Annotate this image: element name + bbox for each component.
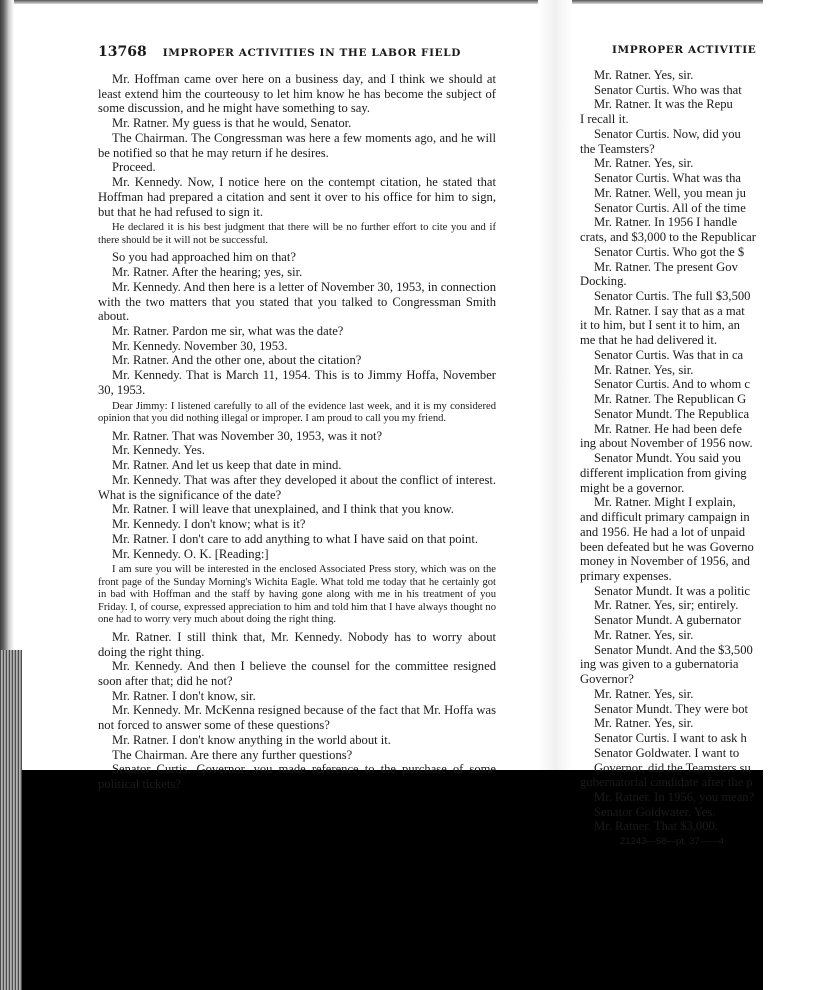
- running-title: IMPROPER ACTIVITIES IN THE LABOR FIELD: [162, 47, 461, 59]
- testimony-line: Mr. Ratner. The present Gov: [594, 259, 738, 274]
- right-running-title: IMPROPER ACTIVITIE: [612, 44, 757, 56]
- testimony-paragraph: Mr. Ratner. After the hearing; yes, sir.: [112, 265, 303, 280]
- testimony-paragraph: Mr. Kennedy. November 30, 1953.: [112, 338, 288, 353]
- testimony-line: the Teamsters?: [580, 141, 655, 156]
- testimony-line: Mr. Ratner. It was the Repu: [594, 97, 733, 112]
- testimony-line: Senator Curtis. Who got the $: [594, 244, 745, 259]
- testimony-line: and 1956. He had a lot of unpaid: [580, 524, 746, 539]
- testimony-line: Mr. Ratner. Yes, sir.: [594, 716, 694, 731]
- right-page-header: [612, 44, 780, 56]
- book-binding-shadow: [0, 0, 14, 650]
- testimony-paragraph: Mr. Ratner. My guess is that he would, Senator.: [112, 116, 352, 131]
- testimony-line: Mr. Ratner. Yes, sir.: [594, 362, 694, 377]
- testimony-line: Mr. Ratner. He had been defe: [594, 421, 742, 436]
- testimony-line: Senator Goldwater. I want to: [594, 745, 740, 760]
- testimony-paragraph: Mr. Ratner. I don't know anything in the world about it.: [112, 732, 391, 747]
- testimony-line: Mr. Ratner. Yes, sir; entirely.: [594, 598, 739, 613]
- testimony-line: primary expenses.: [580, 568, 672, 583]
- testimony-line: Senator Curtis. Was that in ca: [594, 347, 744, 362]
- testimony-line: Senator Mundt. You said you: [594, 451, 741, 466]
- testimony-line: Senator Mundt. It was a politic: [594, 583, 750, 598]
- testimony-line: Senator Mundt. They were bot: [594, 701, 749, 716]
- quoted-letter-paragraph: I am sure you will be interested in the enclosed Associated Press story, which was on the front page of the Sunday Morning's Wichita Eagle. What told me today that he certainly got in bad with Hoffman and the staff by having gone along with me in his treatment of you Friday. I, of course, expressed appreciation to him and told him that I have always thought no one had to worry very much about doing the right thing.: [98, 564, 496, 626]
- right-page-body: [580, 68, 820, 834]
- book-binding-edge: [0, 650, 22, 990]
- testimony-line: Senator Curtis. I want to ask h: [594, 731, 747, 746]
- testimony-line: Governor?: [580, 672, 634, 687]
- testimony-paragraph: Mr. Hoffman came over here on a business day, and I think we should at least extend him the courteousy to let him know he has become the subject of some discussion, and he might have something to say.: [98, 72, 496, 116]
- testimony-line: Mr. Ratner. Yes, sir.: [594, 686, 694, 701]
- testimony-line: Mr. Ratner. In 1956 I handle: [594, 215, 738, 230]
- testimony-paragraph: Mr. Kennedy. O. K. [Reading:]: [112, 546, 269, 561]
- testimony-line: Senator Goldwater. Yes.: [594, 804, 716, 819]
- testimony-line: ing about November of 1956 now.: [580, 436, 753, 451]
- testimony-line: Mr. Ratner. In 1956, you mean?: [594, 789, 755, 804]
- testimony-paragraph: Proceed.: [112, 160, 156, 175]
- testimony-paragraph: Mr. Kennedy. That was after they developed it about the conflict of interest. What is the significance of the date?: [98, 472, 496, 502]
- testimony-line: Mr. Ratner. Yes, sir.: [594, 627, 694, 642]
- testimony-line: money in November of 1956, and: [580, 554, 750, 569]
- testimony-line: Mr. Ratner. That $3,000.: [594, 819, 718, 834]
- testimony-line: crats, and $3,000 to the Republicar: [580, 230, 756, 245]
- testimony-line: been defeated but he was Governo: [580, 539, 754, 554]
- testimony-paragraph: Mr. Kennedy. And then here is a letter of November 30, 1953, in connection with the two matters that you stated that you talked to Congressman Smith about.: [98, 279, 496, 324]
- scan-edge: [0, 0, 763, 4]
- left-page: [98, 44, 496, 792]
- testimony-line: Senator Curtis. Now, did you: [594, 126, 741, 141]
- testimony-paragraph: The Chairman. The Congressman was here a few moments ago, and he will be notified so that he may return if he desires.: [98, 130, 496, 160]
- left-page-body: [98, 72, 496, 792]
- testimony-paragraph: Mr. Ratner. I don't know, sir.: [112, 688, 256, 703]
- testimony-line: Senator Curtis. All of the time: [594, 200, 746, 215]
- testimony-line: Docking.: [580, 274, 627, 289]
- testimony-paragraph: The Chairman. Are there any further questions?: [112, 747, 353, 762]
- testimony-paragraph: Mr. Kennedy. I don't know; what is it?: [112, 517, 306, 532]
- testimony-line: Senator Mundt. And the $3,500: [594, 642, 753, 657]
- print-footer: 21243—58—pt. 37——4: [620, 836, 725, 848]
- testimony-line: it to him, but I sent it to him, an: [580, 318, 740, 333]
- testimony-line: Mr. Ratner. Might I explain,: [594, 495, 736, 510]
- testimony-paragraph: Senator Curtis. Governor, you made reference to the purchase of some political tickets?: [98, 762, 496, 792]
- testimony-line: Senator Curtis. The full $3,500: [594, 289, 751, 304]
- right-page: [580, 44, 780, 848]
- testimony-line: Senator Mundt. A gubernator: [594, 613, 741, 628]
- testimony-line: might be a governor.: [580, 480, 685, 495]
- testimony-line: and difficult primary campaign in: [580, 510, 750, 525]
- testimony-paragraph: Mr. Ratner. And let us keep that date in mind.: [112, 458, 342, 473]
- testimony-paragraph: Mr. Ratner. And the other one, about the citation?: [112, 353, 362, 368]
- page-header: [98, 44, 496, 60]
- testimony-paragraph: Mr. Ratner. That was November 30, 1953, was it not?: [112, 428, 383, 443]
- testimony-line: Mr. Ratner. I say that as a mat: [594, 303, 745, 318]
- testimony-paragraph: So you had approached him on that?: [112, 250, 296, 265]
- testimony-line: Senator Mundt. The Republica: [594, 406, 750, 421]
- testimony-paragraph: Mr. Kennedy. Mr. McKenna resigned because of the fact that Mr. Hoffa was not forced to answer some of these questions?: [98, 703, 496, 733]
- quoted-letter-paragraph: He declared it is his best judgment that there will be no further effort to cite you and if there should be it will not be successful.: [98, 222, 496, 246]
- testimony-line: me that he had delivered it.: [580, 333, 718, 348]
- page-gutter: [538, 0, 572, 770]
- testimony-line: Mr. Ratner. Yes, sir.: [594, 68, 694, 82]
- testimony-paragraph: Mr. Kennedy. Now, I notice here on the contempt citation, he stated that Hoffman had prepared a citation and sent it over to his office for him to sign, but that he had refused to sign it.: [98, 175, 496, 219]
- testimony-paragraph: Mr. Ratner. I don't care to add anything to what I have said on that point.: [112, 531, 479, 546]
- testimony-paragraph: Mr. Kennedy. That is March 11, 1954. This is to Jimmy Hoffa, November 30, 1953.: [98, 368, 496, 397]
- testimony-line: Governor, did the Teamsters su: [594, 760, 751, 775]
- testimony-line: ing was given to a gubernatoria: [580, 657, 739, 672]
- page-number: 13768: [98, 44, 147, 60]
- quoted-letter-paragraph: Dear Jimmy: I listened carefully to all of the evidence last week, and it is my considered opinion that you did nothing illegal or improper. I am proud to call you my friend.: [98, 400, 496, 425]
- testimony-paragraph: Mr. Kennedy. And then I believe the counsel for the committee resigned soon after that; did he not?: [98, 659, 496, 688]
- testimony-line: different implication from giving: [580, 465, 747, 480]
- testimony-line: Senator Curtis. What was tha: [594, 171, 742, 186]
- testimony-line: Mr. Ratner. Well, you mean ju: [594, 185, 746, 200]
- testimony-paragraph: Mr. Ratner. I still think that, Mr. Kennedy. Nobody has to worry about doing the right thing.: [98, 629, 496, 659]
- testimony-line: Mr. Ratner. The Republican G: [594, 392, 747, 407]
- testimony-line: Senator Curtis. And to whom c: [594, 377, 751, 392]
- testimony-line: I recall it.: [580, 112, 629, 127]
- testimony-line: Senator Curtis. Who was that: [594, 82, 742, 97]
- testimony-line: Mr. Ratner. Yes, sir.: [594, 156, 694, 171]
- testimony-paragraph: Mr. Kennedy. Yes.: [112, 443, 205, 458]
- testimony-paragraph: Mr. Ratner. Pardon me sir, what was the date?: [112, 324, 344, 339]
- testimony-line: gubernatorial candidate after the p: [580, 775, 753, 790]
- testimony-paragraph: Mr. Ratner. I will leave that unexplained, and I think that you know.: [112, 502, 454, 517]
